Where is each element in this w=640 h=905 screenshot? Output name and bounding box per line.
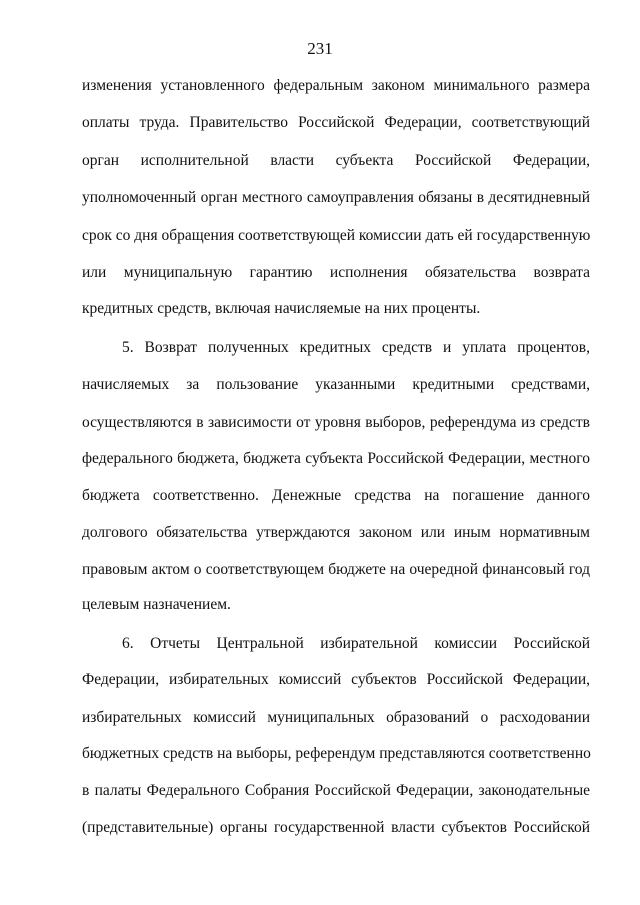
text-line: начисляемых за пользование указанными кредитными средствами, (82, 376, 590, 393)
text-line: избирательных комиссий муниципальных образований о расходовании (82, 709, 590, 726)
text-line: осуществляются в зависимости от уровня выборов, референдума из средств (82, 414, 590, 431)
text-line: изменения установленного федеральным законом минимального размера (82, 77, 590, 94)
text-line: оплаты труда. Правительство Российской Федерации, соответствующий (82, 114, 590, 131)
text-line: срок со дня обращения соответствующей комиссии дать ей государственную (82, 227, 591, 244)
paragraph-5-first-line: 5. Возврат полученных кредитных средств и уплата процентов, (122, 339, 590, 356)
page-number: 231 (307, 39, 333, 58)
text-line: Федерации, избирательных комиссий субъектов Российской Федерации, (82, 671, 590, 688)
text-line: в палаты Федерального Собрания Российской Федерации, законодательные (82, 782, 590, 799)
text-line: правовым актом о соответствующем бюджете на очередной финансовый год (82, 561, 590, 578)
text-line: бюджета соответственно. Денежные средства на погашение данного (82, 487, 590, 504)
text-line: кредитных средств, включая начисляемые на них проценты. (82, 300, 481, 317)
text-line: бюджетных средств на выборы, референдум представляются соответственно (82, 745, 591, 762)
text-line: орган исполнительной власти субъекта Российской Федерации, (82, 152, 590, 169)
paragraph-6-first-line: 6. Отчеты Центральной избирательной комиссии Российской (122, 635, 590, 652)
text-line: или муниципальную гарантию исполнения обязательства возврата (82, 264, 590, 281)
text-line: долгового обязательства утверждаются законом или иным нормативным (82, 524, 590, 541)
text-line: уполномоченный орган местного самоуправления обязаны в десятидневный (82, 189, 590, 206)
text-line: целевым назначением. (82, 596, 231, 613)
text-line: федерального бюджета, бюджета субъекта Российской Федерации, местного (82, 450, 590, 467)
text-line: (представительные) органы государственной власти субъектов Российской (82, 819, 590, 836)
